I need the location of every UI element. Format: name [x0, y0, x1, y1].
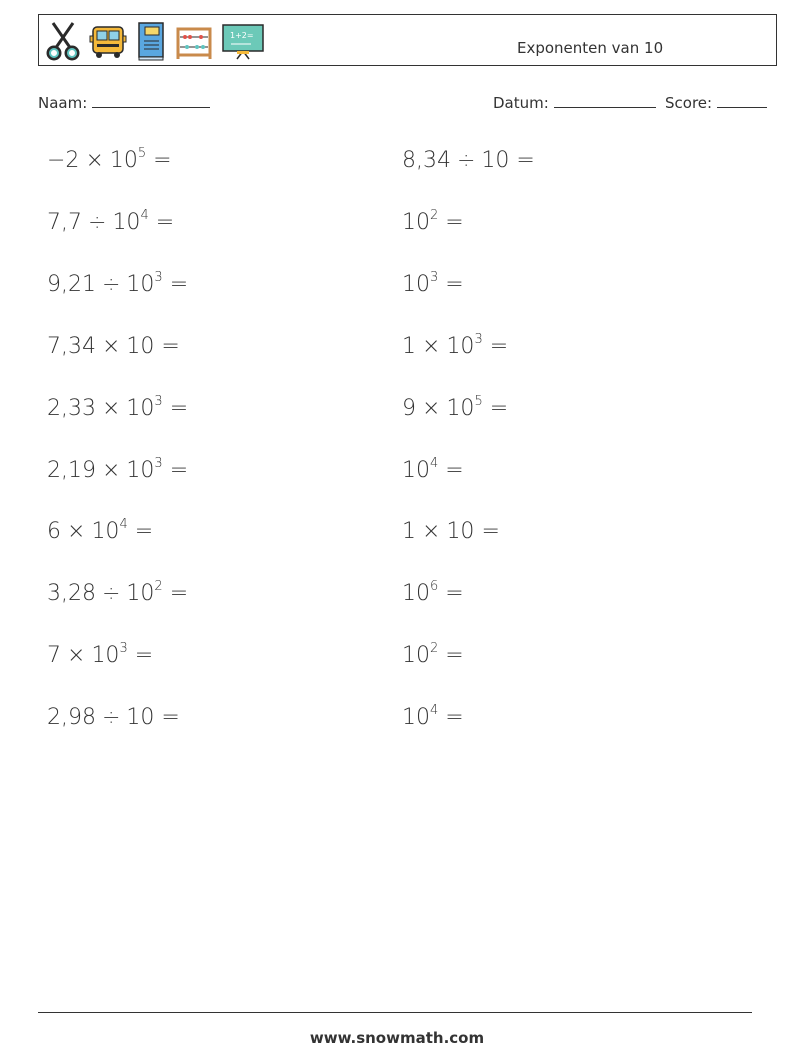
problem-item	[402, 455, 464, 483]
power-base: 10	[126, 457, 155, 483]
equals-sign: =	[445, 581, 464, 607]
equals-sign: =	[445, 705, 464, 731]
problem-item	[47, 148, 172, 173]
problem-item	[402, 207, 464, 235]
power-base: 10	[402, 643, 430, 669]
equals-sign: =	[481, 519, 500, 545]
power-exponent: 3	[154, 269, 163, 285]
power-exponent: 4	[430, 703, 439, 719]
equals-sign: =	[445, 271, 464, 297]
date-field[interactable]	[493, 93, 656, 112]
problem-operator: ÷	[101, 581, 121, 607]
power-exponent: 6	[430, 579, 439, 595]
problem-item	[402, 705, 464, 730]
equals-sign: =	[155, 209, 175, 235]
power-exponent: 5	[137, 146, 147, 161]
power-base: 10	[126, 271, 155, 297]
power-base: 10	[126, 705, 155, 731]
power-exponent: 4	[119, 517, 128, 533]
equals-sign: =	[161, 333, 180, 359]
power-base: 10	[402, 209, 430, 235]
equals-sign: =	[134, 643, 154, 669]
problem-operand: 2,98	[47, 705, 96, 731]
problem-item	[47, 519, 153, 544]
power-base: 10	[402, 581, 430, 607]
problem-item	[47, 643, 153, 668]
svg-text:1+2=: 1+2=	[230, 31, 254, 40]
scissors-icon	[45, 21, 81, 61]
power-exponent: 3	[154, 393, 163, 409]
score-blank[interactable]	[717, 93, 767, 108]
score-field[interactable]	[665, 93, 767, 112]
name-field[interactable]	[38, 93, 210, 112]
problem-item	[47, 207, 175, 235]
problem-operand: −2	[47, 148, 80, 173]
date-label: Datum:	[493, 94, 549, 112]
power-exponent: 2	[430, 207, 439, 223]
problem-operand: 1	[402, 519, 416, 545]
problem-operator: ÷	[101, 271, 121, 297]
problem-item	[402, 393, 509, 421]
problem-item	[402, 643, 464, 668]
name-label: Naam:	[38, 94, 88, 112]
problem-item	[47, 334, 180, 359]
power-base: 10	[126, 395, 155, 421]
footer-divider	[38, 1012, 752, 1013]
problem-item	[47, 705, 180, 730]
score-label: Score:	[665, 94, 713, 112]
power-exponent: 3	[430, 269, 439, 285]
power-exponent: 3	[119, 641, 128, 657]
power-base: 10	[126, 581, 155, 607]
problem-item	[47, 581, 188, 606]
problem-operand: 7,7	[47, 209, 82, 235]
equals-sign: =	[153, 148, 172, 173]
power-base: 10	[446, 519, 475, 545]
equals-sign: =	[489, 333, 509, 359]
equals-sign: =	[445, 209, 464, 235]
problem-operand: 7	[47, 643, 61, 669]
problem-item	[402, 519, 500, 544]
problem-operator: ×	[101, 333, 121, 359]
footer-url: www.snowmath.com	[309, 1029, 485, 1047]
problem-operand: 2,33	[47, 395, 96, 421]
problem-operator: ×	[101, 395, 121, 421]
name-blank[interactable]	[92, 93, 210, 108]
power-exponent: 5	[474, 393, 483, 409]
power-exponent: 2	[430, 641, 439, 657]
equals-sign: =	[445, 643, 464, 669]
power-base: 10	[446, 395, 475, 421]
equals-sign: =	[516, 148, 535, 173]
power-exponent: 4	[430, 455, 439, 471]
power-base: 10	[402, 705, 430, 731]
equals-sign: =	[169, 581, 189, 607]
problem-operator: ×	[422, 333, 441, 359]
power-exponent: 3	[474, 331, 483, 347]
problem-operand: 8,34	[402, 148, 451, 173]
power-base: 10	[402, 271, 430, 297]
problem-operator: ×	[85, 148, 104, 173]
problem-operand: 3,28	[47, 581, 96, 607]
problem-operator: ÷	[456, 148, 476, 173]
problem-operator: ×	[67, 643, 86, 669]
equals-sign: =	[169, 271, 189, 297]
notebook-icon	[135, 21, 167, 61]
power-base: 10	[402, 457, 430, 483]
problem-operator: ×	[422, 519, 441, 545]
problem-operator: ÷	[88, 209, 107, 235]
equals-sign: =	[169, 457, 189, 483]
problem-operator: ×	[67, 519, 86, 545]
power-exponent: 4	[140, 207, 149, 223]
worksheet-title: Exponenten van 10	[517, 39, 664, 57]
date-blank[interactable]	[554, 93, 656, 108]
problem-item	[47, 393, 189, 421]
equals-sign: =	[445, 457, 464, 483]
header-icons	[45, 20, 265, 62]
equals-sign: =	[161, 705, 180, 731]
equals-sign: =	[134, 519, 154, 545]
problem-operand: 2,19	[47, 457, 96, 483]
power-exponent: 2	[154, 579, 163, 595]
power-base: 10	[446, 333, 475, 359]
power-base: 10	[112, 209, 141, 235]
problem-operator: ×	[101, 457, 121, 483]
problem-item	[402, 148, 535, 173]
problem-item	[402, 269, 464, 297]
chalkboard-icon	[221, 21, 265, 61]
power-base: 10	[126, 333, 155, 359]
problem-operator: ÷	[101, 705, 121, 731]
equals-sign: =	[169, 395, 189, 421]
header-box	[38, 14, 777, 66]
school-bus-icon	[89, 21, 127, 61]
power-exponent: 3	[154, 455, 163, 471]
problem-item	[47, 269, 189, 297]
abacus-icon	[175, 21, 213, 61]
problem-item	[402, 331, 509, 359]
power-base: 10	[91, 519, 120, 545]
problem-operand: 9,21	[47, 271, 96, 297]
problem-operand: 6	[47, 519, 61, 545]
problem-operand: 1	[402, 333, 416, 359]
problem-operator: ×	[422, 395, 441, 421]
problem-item	[402, 581, 464, 606]
problem-operand: 7,34	[47, 333, 96, 359]
problem-operand: 9	[402, 395, 416, 421]
power-base: 10	[109, 148, 138, 173]
power-base: 10	[91, 643, 120, 669]
problem-item	[47, 455, 189, 483]
equals-sign: =	[489, 395, 509, 421]
power-base: 10	[481, 148, 510, 173]
